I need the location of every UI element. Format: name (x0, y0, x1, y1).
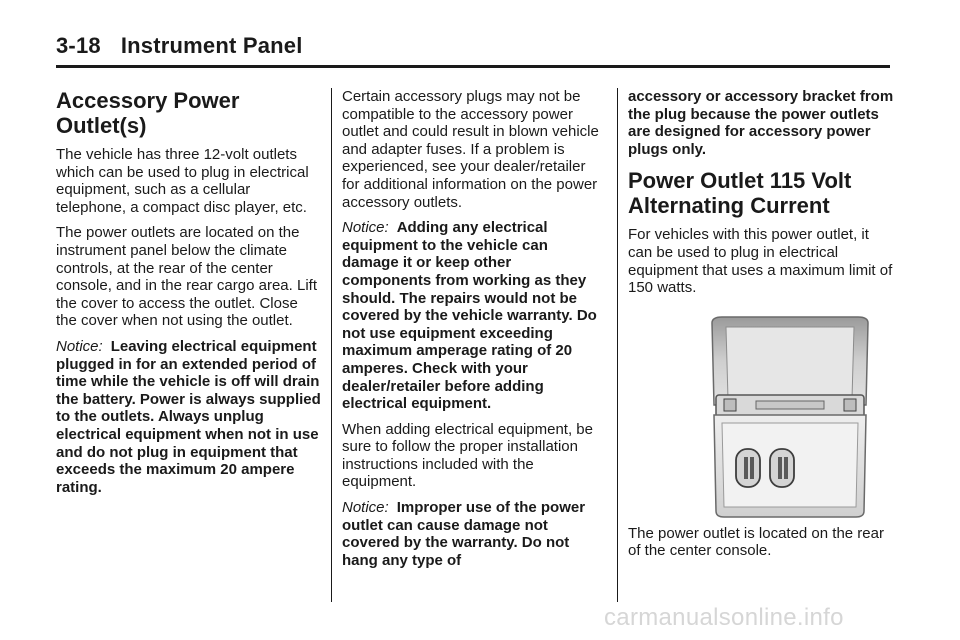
notice-text: Leaving electrical equipment plugged in for an extended period of time while the vehicle is off will drain the battery. Power is always supplied to the outlets. Always unplug electrical equipment when not in use and do not plug in equipment that exceeds the maximum 20 ampere rating. (56, 337, 321, 496)
notice-label: Notice: (342, 499, 389, 517)
page-header (56, 34, 890, 68)
watermark: carmanualsonline.info (604, 604, 844, 631)
column-1 (56, 88, 322, 504)
power-outlet-115-volt-heading: Power Outlet 115 Volt Alternating Current (628, 168, 852, 219)
notice-continued-text: accessory or accessory bracket from the plug because the power outlets are designed for accessory power plugs only. (628, 88, 894, 158)
column-divider-2 (617, 88, 618, 602)
outlet-usage-paragraph: For vehicles with this power outlet, it can be used to plug in electrical equipment that uses a maximum limit of 150 watts. (628, 226, 893, 297)
compatibility-paragraph: Certain accessory plugs may not be compatible to the accessory power outlet and could result in blown vehicle and adapter fuses. If a problem is experienced, see your dealer/retailer for additional information on the power accessory outlets. (342, 88, 599, 211)
notice-label: Notice: (56, 337, 103, 355)
figure-caption: The power outlet is located on the rear of the center console. (628, 524, 884, 560)
page-number: 3-18 (56, 33, 101, 58)
notice-text: Improper use of the power outlet can cause damage not covered by the warranty. Do not hang any type of (342, 499, 586, 569)
column-3 (628, 88, 894, 568)
notice-label: Notice: (342, 219, 389, 237)
column-divider-1 (331, 88, 332, 602)
column-2 (342, 88, 604, 577)
outlets-intro-paragraph: The vehicle has three 12-volt outlets which can be used to plug in electrical equipment, such as a cellular telephone, a compact disc player, etc. (56, 146, 309, 216)
header-rule (56, 65, 890, 68)
header-title-line (56, 34, 890, 58)
installation-paragraph: When adding electrical equipment, be sure to follow the proper installation instructions included with the equipment. (342, 420, 593, 491)
section-title: Instrument Panel (120, 33, 303, 58)
outlets-location-paragraph: The power outlets are located on the instrument panel below the climate controls, at the rear of the center console, and in the rear cargo area. Lift the cover to access the outlet. Close the cover when not using the outlet. (56, 224, 317, 330)
notice-block (56, 338, 322, 496)
notice-block (342, 219, 604, 413)
notice-block (342, 499, 604, 569)
power-outlet-illustration (706, 315, 874, 519)
notice-text: Adding any electrical equipment to the vehicle can damage it or keep other components from working as they should. The repairs would not be covered by the vehicle warranty. Do not use equipment exceeding maximum amperage rating of 20 amperes. Check with your dealer/retailer before adding electrical equipment. (342, 219, 597, 413)
accessory-power-outlet-heading: Accessory Power Outlet(s) (56, 88, 240, 138)
